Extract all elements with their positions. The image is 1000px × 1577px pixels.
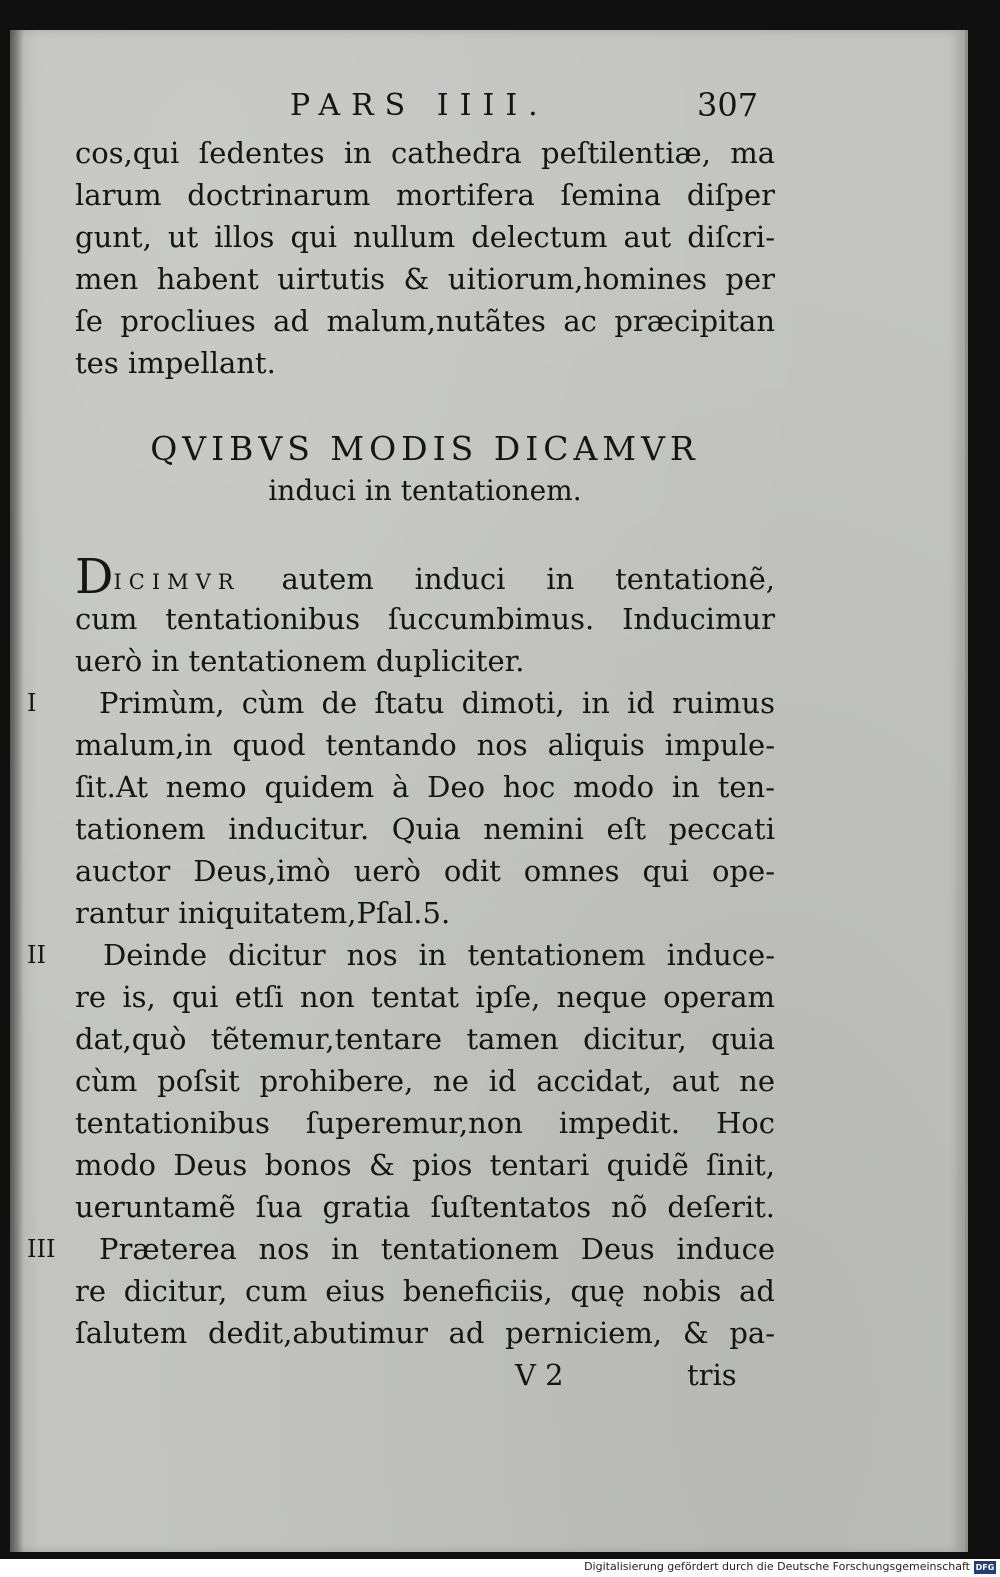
section-subtitle: induci in tentationem. <box>268 474 582 507</box>
text-line: uerò in tentationem dupliciter. <box>75 644 525 678</box>
text-line: re dicitur, cum eius beneficiis, quę nobis ad <box>75 1274 775 1308</box>
text-line: malum,in quod tentando nos aliquis impule- <box>75 728 775 762</box>
text-line: gunt, ut illos qui nullum delectum aut diſcri- <box>75 220 775 254</box>
text-line: men habent uirtutis & uitiorum,homines per <box>75 262 775 296</box>
text-line: ſit.At nemo quidem à Deo hoc modo in ten- <box>75 770 775 804</box>
catchword: tris <box>687 1358 737 1392</box>
point-2 <box>27 934 775 1228</box>
line-text: Primùm, cùm de ſtatu dimoti, in id ruimus <box>99 686 775 720</box>
paragraph-intro <box>75 549 775 682</box>
paragraph-top <box>75 132 775 384</box>
text-line: ſalutem dedit,abutimur ad perniciem, & pa- <box>75 1316 775 1350</box>
signature-mark: V 2 <box>515 1358 564 1392</box>
running-head: PARS IIII. <box>290 88 549 123</box>
page-header <box>75 80 775 132</box>
first-line <box>75 549 775 605</box>
book-page <box>10 30 968 1552</box>
small-caps-word: ICIMVR <box>113 570 241 594</box>
text-line: ueruntamẽ ſua gratia ſuſtentatos nõ deſerit. <box>75 1190 775 1224</box>
text-line: modo Deus bonos & pios tentari quidẽ ſinit, <box>75 1148 775 1182</box>
text-line: tes impellant. <box>75 346 276 380</box>
text-line <box>27 934 775 976</box>
text-line: cos,qui ſedentes in cathedra peſtilentiæ, ma <box>75 136 775 170</box>
text-block <box>27 80 775 1396</box>
marginal-numeral: III <box>27 1235 56 1263</box>
point-3 <box>27 1228 775 1354</box>
section-title: QVIBVS MODIS DICAMVR <box>150 429 700 468</box>
marginal-numeral: II <box>27 941 46 969</box>
marginal-numeral: I <box>27 689 37 717</box>
text-line: rantur iniquitatem,Pſal.5. <box>75 896 451 930</box>
dfg-logo: DFG <box>975 1563 995 1572</box>
page-number: 307 <box>697 86 759 124</box>
first-line-text: autem induci in tentationẽ, <box>240 562 775 596</box>
text-line: dat,quò tẽtemur,tentare tamen dicitur, quia <box>75 1022 775 1056</box>
text-line <box>27 682 775 724</box>
line-text: Præterea nos in tentationem Deus induce <box>99 1232 775 1266</box>
text-line: auctor Deus,imò uerò odit omnes qui ope- <box>75 854 775 888</box>
line-text: Deinde dicitur nos in tentationem induce- <box>103 938 775 972</box>
text-line: tationem inducitur. Quia nemini eſt peccati <box>75 812 775 846</box>
signature-line <box>75 1354 775 1396</box>
text-line: cum tentationibus ſuccumbimus. Inducimur <box>75 602 775 636</box>
text-line: larum doctrinarum mortifera ſemina diſper <box>75 178 775 212</box>
drop-cap: D <box>75 549 114 605</box>
gutter-shadow <box>10 30 24 1552</box>
text-line: tentationibus ſuperemur,non impedit. Hoc <box>75 1106 775 1140</box>
text-line: ſe procliues ad malum,nutãtes ac præcipitan <box>75 304 775 338</box>
text-line: re is, qui etſi non tentat ipſe, neque operam <box>75 980 775 1014</box>
footer-bar <box>0 1559 1000 1577</box>
point-1 <box>27 682 775 934</box>
text-line <box>27 1228 775 1270</box>
footer-credit: Digitalisierung gefördert durch die Deutsche Forschungsgemeinschaft <box>584 1560 970 1573</box>
text-line: cùm poſsit prohibere, ne id accidat, aut ne <box>75 1064 775 1098</box>
